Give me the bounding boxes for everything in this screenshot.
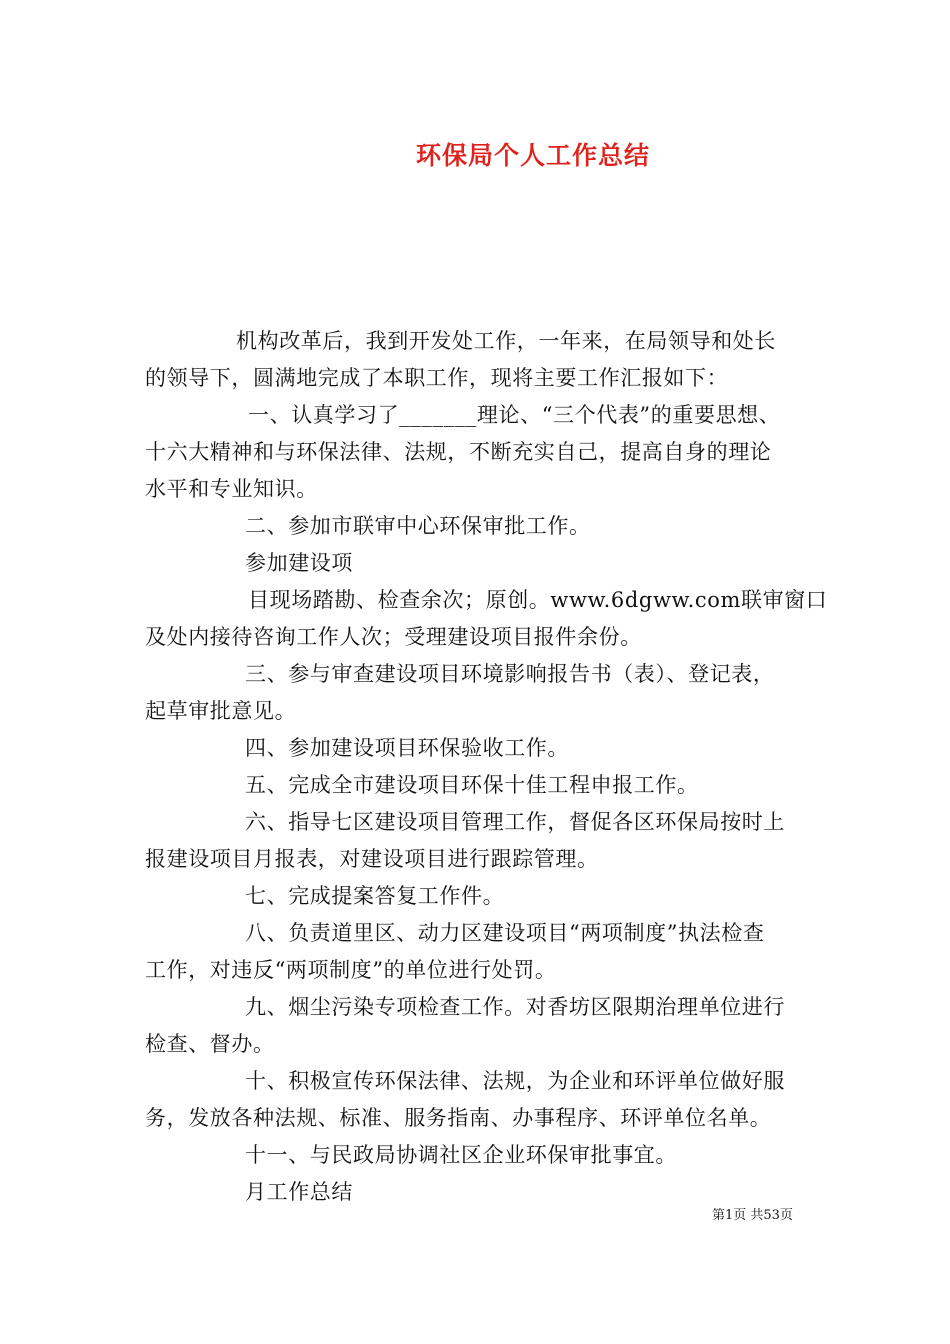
paragraph-line-18: 工作，对违反“两项制度”的单位进行处罚。: [145, 958, 557, 982]
paragraph-line-20: 检查、督办。: [145, 1032, 275, 1056]
paragraph-line-16: 七、完成提案答复工作件。: [245, 884, 505, 908]
paragraph-line-3: 一、认真学习了_______理论、“三个代表”的重要思想、: [248, 403, 781, 427]
paragraph-line-7: 参加建设项: [245, 551, 353, 575]
document-title: 环保局个人工作总结: [415, 141, 650, 170]
paragraph-line-15: 报建设项目月报表，对建设项目进行跟踪管理。: [145, 847, 599, 871]
paragraph-line-10: 三、参与审查建设项目环境影响报告书（表）、登记表，: [245, 662, 775, 686]
page-footer: 第1页 共53页: [712, 1208, 793, 1223]
paragraph-line-4: 十六大精神和与环保法律、法规，不断充实自己，提高自身的理论: [145, 440, 772, 464]
paragraph-line-22: 务，发放各种法规、标准、服务指南、办事程序、环评单位名单。: [145, 1106, 772, 1130]
paragraph-line-17: 八、负责道里区、动力区建设项目“两项制度”执法检查: [245, 921, 765, 945]
paragraph-line-2: 的领导下，圆满地完成了本职工作，现将主要工作汇报如下：: [145, 366, 729, 390]
paragraph-line-8: 目现场踏勘、检查余次；原创。www.6dgww.com联审窗口: [248, 588, 828, 612]
paragraph-line-24: 月工作总结: [245, 1180, 353, 1204]
paragraph-line-9: 及处内接待咨询工作人次；受理建设项目报件余份。: [145, 625, 642, 649]
paragraph-line-1: 机构改革后，我到开发处工作，一年来，在局领导和处长: [236, 329, 776, 353]
paragraph-line-12: 四、参加建设项目环保验收工作。: [245, 736, 569, 760]
paragraph-line-11: 起草审批意见。: [145, 699, 297, 723]
paragraph-line-6: 二、参加市联审中心环保审批工作。: [245, 514, 591, 538]
paragraph-line-19: 九、烟尘污染专项检查工作。对香坊区限期治理单位进行: [245, 995, 785, 1019]
paragraph-line-21: 十、积极宣传环保法律、法规，为企业和环评单位做好服: [245, 1069, 785, 1093]
paragraph-line-13: 五、完成全市建设项目环保十佳工程申报工作。: [245, 773, 699, 797]
paragraph-line-14: 六、指导七区建设项目管理工作，督促各区环保局按时上: [245, 810, 785, 834]
paragraph-line-5: 水平和专业知识。: [145, 477, 318, 501]
paragraph-line-23: 十一、与民政局协调社区企业环保审批事宜。: [245, 1143, 677, 1167]
